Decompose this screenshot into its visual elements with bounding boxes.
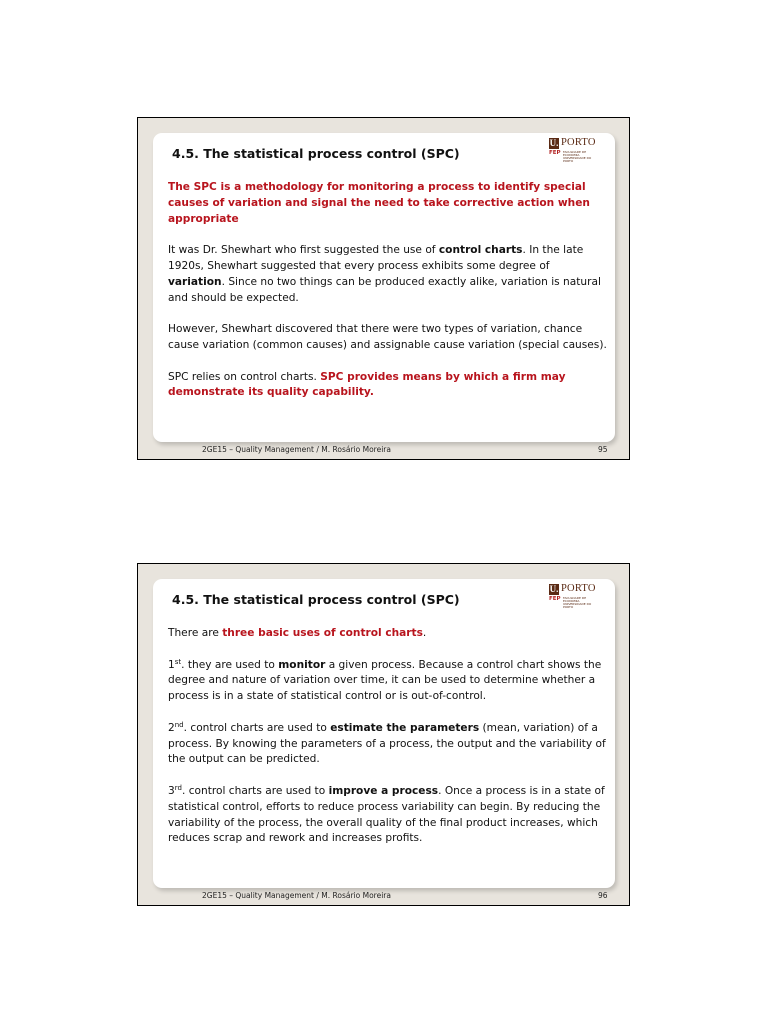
u-porto-fep-logo: U. PORTO FEP FACULDADE DE ECONOMIA UNIVERSIDADE DO PORTO xyxy=(549,137,596,163)
slide-body xyxy=(168,626,608,863)
slide-footer xyxy=(138,890,629,904)
shewhart-paragraph: It was Dr. Shewhart who first suggested the use of control charts. In the late 1920s, Shewhart suggested that every process exhibits some degree of variation. Since no two things can be produced exactly alike, variation is natural and should be expected. xyxy=(168,244,601,304)
slide-title: 4.5. The statistical process control (SPC) xyxy=(172,146,460,161)
slide-content-panel xyxy=(153,579,615,888)
slide-96 xyxy=(137,563,630,906)
page-number: 96 xyxy=(598,891,608,900)
use-1-paragraph: 1st. they are used to monitor a given process. Because a control chart shows the degree and nature of variation over time, it can be used to determine whether a process is in a state of statistical control or is out-of-control. xyxy=(168,657,602,703)
definition-paragraph: The SPC is a methodology for monitoring a process to identify special causes of variation and signal the need to take corrective action when appropriate xyxy=(168,181,590,225)
spc-capability-paragraph: SPC relies on control charts. SPC provides means by which a firm may demonstrate its quality capability. xyxy=(168,370,566,399)
use-3-paragraph: 3rd. control charts are used to improve a process. Once a process is in a state of statistical control, efforts to reduce process variability can begin. By reducing the variability of the process, the overall quality of the final product increases, which reduces scrap and rework and increases profits. xyxy=(168,783,605,845)
slide-title: 4.5. The statistical process control (SPC) xyxy=(172,592,460,607)
footer-course: 2GE15 – Quality Management / M. Rosário Moreira xyxy=(202,891,391,900)
uses-intro-paragraph: There are three basic uses of control charts. xyxy=(168,627,427,639)
u-porto-fep-logo: U. PORTO FEP FACULDADE DE ECONOMIA UNIVERSIDADE DO PORTO xyxy=(549,583,596,609)
use-2-paragraph: 2nd. control charts are used to estimate the parameters (mean, variation) of a process. By knowing the parameters of a process, the output and the variability of the output can be predicted. xyxy=(168,720,606,766)
footer-course: 2GE15 – Quality Management / M. Rosário Moreira xyxy=(202,445,391,454)
slide-95 xyxy=(137,117,630,460)
slide-body xyxy=(168,180,608,417)
slide-footer xyxy=(138,444,629,458)
page-number: 95 xyxy=(598,445,608,454)
variation-types-paragraph: However, Shewhart discovered that there were two types of variation, chance cause variation (common causes) and assignable cause variation (special causes). xyxy=(168,323,607,351)
slide-content-panel xyxy=(153,133,615,442)
